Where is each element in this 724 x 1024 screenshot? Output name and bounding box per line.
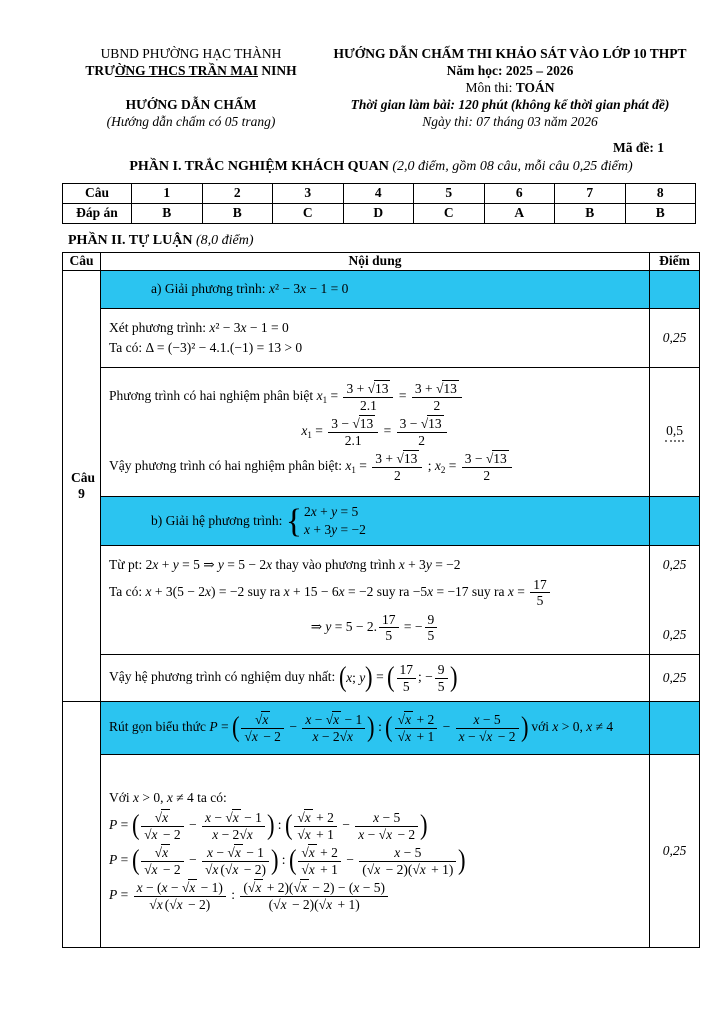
mc-question-4: 4	[343, 183, 414, 203]
q9b-step1-points	[658, 549, 691, 651]
part2-title-main: PHẦN II. TỰ LUẬN	[68, 232, 196, 248]
mc-answer-label: Đáp án	[63, 203, 132, 223]
q9b-statement: b) Giải hệ phương trình: { 2x + y = 5 x + 3y = −2	[151, 502, 366, 540]
mc-answer-2: B	[202, 203, 273, 223]
essay-answer-table	[62, 252, 700, 948]
mc-question-3: 3	[273, 183, 344, 203]
school-name-prefix: TRƯ	[85, 62, 115, 78]
q10-statement-row	[63, 702, 700, 755]
q9a-step2-point: 0,5	[665, 423, 684, 442]
q9b-conclusion-point: 0,25	[650, 655, 700, 702]
q10-step1-line1: Với x > 0, x ≠ 4 ta có:	[109, 790, 227, 806]
question-10-number-cell	[63, 702, 101, 948]
q9b-statement-row	[63, 497, 700, 546]
q9b-step1-line2: Ta có: x + 3(5 − 2x) = −2 suy ra x + 15 − 6x = −2 suy ra −5x = −17 suy ra x = $\frac{17}{5}$	[109, 577, 641, 609]
q9a-statement-point-cell	[650, 271, 700, 309]
q10-statement-point-cell	[650, 702, 700, 755]
q9a-step2-line2: $x_1$ = $\frac{3 - √13}{2.1}$ = $\frac{3 - √13}{2}$	[109, 416, 641, 448]
question-9-number-cell	[63, 271, 101, 702]
mc-question-1: 1	[132, 183, 203, 203]
question-9-number: 9	[78, 486, 85, 502]
duration-line: Thời gian làm bài: 120 phút (không kể thời gian phát đề)	[350, 96, 670, 112]
q9b-step1-row	[63, 546, 700, 655]
q10-step1-line2: P = ( $\frac{√x}{√x - 2}$ − $\frac{x - √x - 1}{x - 2√x}$ ) : ( $\frac{√x + 2}{√x + 1}$ − $\frac{x - 5}{x - √x - 2}$ )	[109, 810, 428, 842]
subject-value: TOÁN	[515, 79, 555, 95]
mc-answer-6: A	[484, 203, 555, 223]
col-header-noidung: Nội dung	[101, 253, 650, 271]
col-header-diem: Điểm	[650, 253, 700, 271]
answer-key-answer-row	[63, 203, 696, 223]
doc-pages-note: (Hướng dẫn chấm có 05 trang)	[106, 113, 276, 129]
q9a-statement-cell	[101, 271, 650, 309]
q9b-step1-point-a: 0,25	[662, 557, 687, 573]
doc-type-label: HƯỚNG DẪN CHẤM	[125, 96, 257, 112]
q9a-step1-line1: Xét phương trình: x² − 3x − 1 = 0	[109, 320, 289, 335]
q9b-step1-cell	[101, 546, 650, 655]
part1-title-main: PHẦN I. TRẮC NGHIỆM KHÁCH QUAN	[129, 159, 393, 175]
col-header-cau: Câu	[63, 253, 101, 271]
part1-title	[62, 158, 700, 176]
mc-question-2: 2	[202, 183, 273, 203]
school-name	[62, 63, 320, 80]
q10-step1-line3: P = ( $\frac{√x}{√x - 2}$ − $\frac{x - √x - 1}{√x (√x - 2)}$ ) : ( $\frac{√x + 2}{√x + 1}$ − $\frac{x - 5}{(√x - 2)(√x + 1)}$ )	[109, 845, 466, 877]
school-name-suffix: NINH	[258, 62, 297, 78]
subject-label: Môn thi:	[465, 79, 516, 95]
mc-answer-3: C	[273, 203, 344, 223]
part2-title-note: (8,0 điểm)	[195, 232, 254, 248]
mc-question-5: 5	[414, 183, 485, 203]
q9b-step1-line3: ⇒ y = 5 − 2. $\frac{17}{5}$ = − $\frac{9}{5}$	[109, 612, 641, 644]
q9a-step2-line1: Phương trình có hai nghiệm phân biệt $x_1$ = $\frac{3 + √13}{2.1}$ = $\frac{3 + √13}{2}$	[109, 381, 641, 413]
q9a-step2-point-cell	[650, 368, 700, 497]
essay-table-header	[63, 253, 700, 271]
exam-code: Mã đề: 1	[613, 139, 664, 155]
q9b-step1-point-b: 0,25	[662, 626, 687, 642]
q9a-step2-cell	[101, 368, 650, 497]
q9a-step1-line2: Ta có: Δ = (−3)² − 4.1.(−1) = 13 > 0	[109, 339, 303, 355]
school-name-underlined: ỜNG THCS TRẦN MAI	[114, 62, 258, 78]
q9a-step2-row	[63, 368, 700, 497]
exam-title: HƯỚNG DẪN CHẤM THI KHẢO SÁT VÀO LỚP 10 THPT	[333, 46, 687, 61]
mc-answer-8: B	[625, 203, 696, 223]
issuer-block	[62, 46, 320, 131]
question-9-label: Câu	[71, 469, 96, 485]
mc-question-6: 6	[484, 183, 555, 203]
mc-answer-7: B	[555, 203, 626, 223]
q9a-statement-row	[63, 271, 700, 309]
part1-title-note: (2,0 điểm, gồm 08 câu, mỗi câu 0,25 điểm)	[392, 159, 633, 175]
school-year: Năm học: 2025 – 2026	[446, 62, 574, 78]
q10-step1-row	[63, 755, 700, 948]
q9b-statement-cell	[101, 497, 650, 546]
q10-step1-point: 0,25	[650, 755, 700, 948]
exam-info-block	[320, 46, 700, 131]
mc-question-7: 7	[555, 183, 626, 203]
document-header	[62, 46, 700, 131]
part2-title	[68, 232, 700, 250]
q9a-step1-cell	[101, 309, 650, 368]
q9a-statement: a) Giải phương trình: x² − 3x − 1 = 0	[151, 281, 349, 297]
q9b-statement-point-cell	[650, 497, 700, 546]
mc-question-8: 8	[625, 183, 696, 203]
mc-answer-1: B	[132, 203, 203, 223]
mc-answer-5: C	[414, 203, 485, 223]
q9a-step2-line3: Vậy phương trình có hai nghiệm phân biệt: $x_1$ = $\frac{3 + √13}{2}$ ; $x_2$ = $\frac{3 - √13}{2}$	[109, 451, 641, 483]
q10-statement-cell	[101, 702, 650, 755]
mc-row-label: Câu	[63, 183, 132, 203]
q9b-step1-line1: Từ pt: 2x + y = 5 ⇒ y = 5 − 2x thay vào phương trình x + 3y = −2	[109, 556, 461, 572]
q9a-step1-point: 0,25	[650, 309, 700, 368]
mc-answer-4: D	[343, 203, 414, 223]
subject-line	[320, 80, 700, 97]
exam-date: Ngày thi: 07 tháng 03 năm 2026	[422, 113, 598, 129]
answer-key-table	[62, 183, 696, 224]
answer-key-question-row	[63, 183, 696, 203]
q9b-conclusion-row	[63, 655, 700, 702]
q10-statement: Rút gọn biểu thức P = ( $\frac{√x}{√x - 2}$ − $\frac{x - √x - 1}{x - 2√x}$ ) : ( $\frac{√x + 2}{√x + 1}$ − $\frac{x - 5}{x - √x - 2}$ ) với x > 0, x ≠ 4	[109, 712, 614, 744]
q9a-step1-row	[63, 309, 700, 368]
q9b-conclusion-cell	[101, 655, 650, 702]
q9b-conclusion: Vậy hệ phương trình có nghiệm duy nhất: ( x; y ) = ( $\frac{17}{5}$ ; − $\frac{9}{5}$ )	[109, 662, 458, 694]
issuer-authority: UBND PHƯỜNG HẠC THÀNH	[100, 46, 282, 61]
q10-step1-line4: P = $\frac{x - (x - √x - 1)}{√x (√x - 2)}$ : $\frac{(√x + 2)(√x - 2) - (x - 5)}{(√x - 2)(√x + 1)}$	[109, 880, 641, 912]
q9b-step1-point-cell	[650, 546, 700, 655]
q10-step1-cell	[101, 755, 650, 948]
